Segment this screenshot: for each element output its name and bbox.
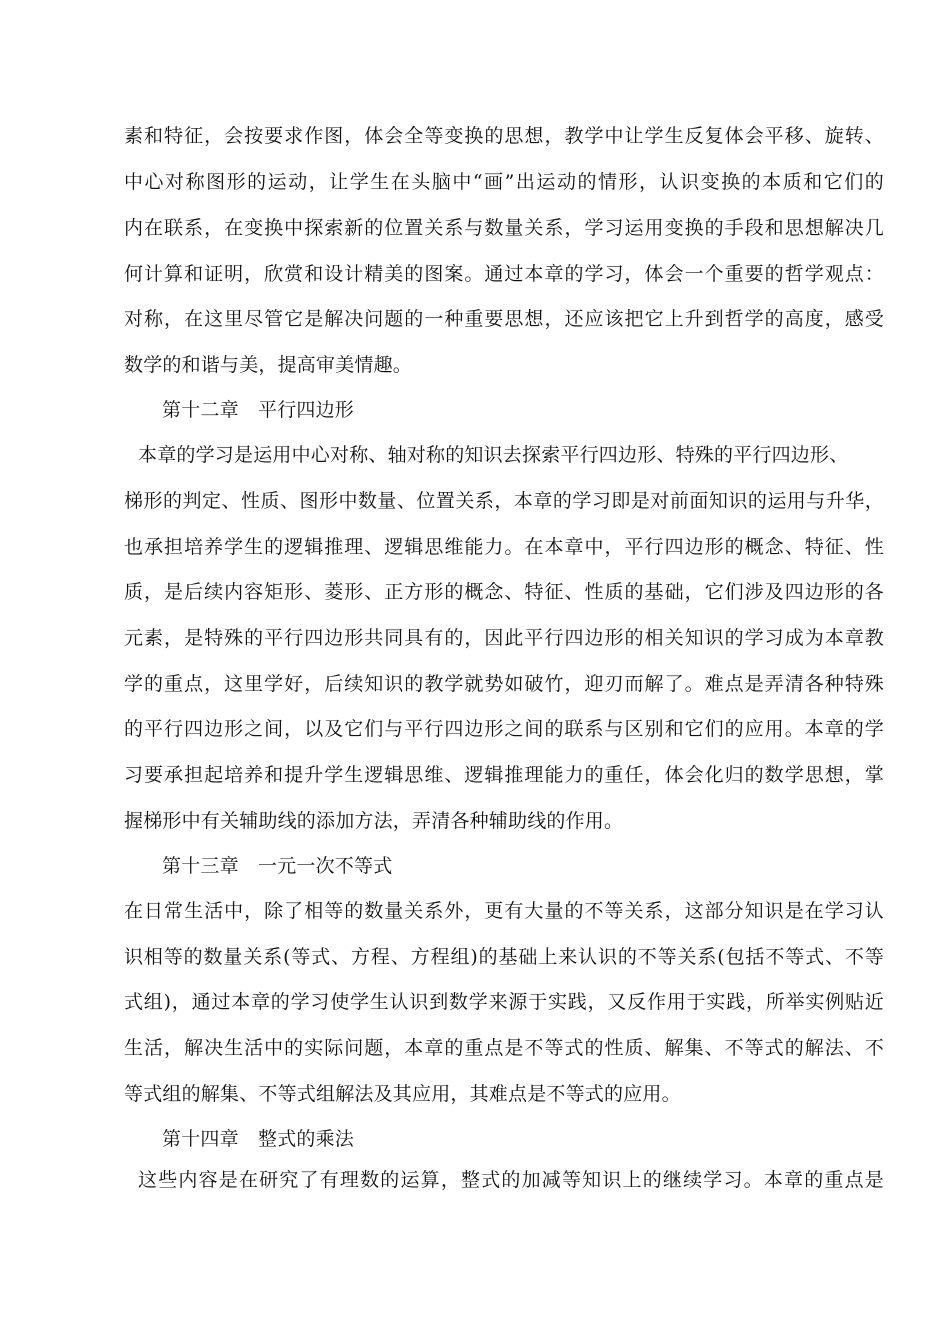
paragraph-line: 本章的学习是运用中心对称、轴对称的知识去探索平行四边形、特殊的平行四边形、	[138, 444, 849, 466]
paragraph-line: 生活，解决生活中的实际问题，本章的重点是不等式的性质、解集、不等式的解法、不	[124, 1037, 884, 1059]
paragraph-line: 对称，在这里尽管它是解决问题的一种重要思想，还应该把它上升到哲学的高度，感受	[124, 308, 884, 330]
paragraph-line: 习要承担起培养和提升学生逻辑思维、逻辑推理能力的重任，体会化归的数学思想，掌	[124, 764, 884, 786]
paragraph-line: 元素，是特殊的平行四边形共同具有的，因此平行四边形的相关知识的学习成为本章教	[124, 627, 884, 649]
paragraph-line: 学的重点，这里学好，后续知识的教学就势如破竹，迎刃而解了。难点是弄清各种特殊	[124, 673, 884, 695]
paragraph-line: 这些内容是在研究了有理数的运算，整式的加减等知识上的继续学习。本章的重点是	[138, 1169, 884, 1191]
chapter-heading: 第十四章 整式的乘法	[162, 1128, 355, 1150]
paragraph-line: 等式组的解集、不等式组解法及其应用，其难点是不等式的应用。	[124, 1083, 681, 1105]
paragraph-line: 也承担培养学生的逻辑推理、逻辑思维能力。在本章中，平行四边形的概念、特征、性	[124, 536, 884, 558]
paragraph-line: 在日常生活中，除了相等的数量关系外，更有大量的不等关系，这部分知识是在学习认	[124, 900, 884, 922]
paragraph-line: 中心对称图形的运动，让学生在头脑中“画”出运动的情形，认识变换的本质和它们的	[124, 171, 884, 193]
paragraph-line: 数学的和谐与美，提高审美情趣。	[124, 354, 413, 376]
paragraph-line: 素和特征，会按要求作图，体会全等变换的思想，教学中让学生反复体会平移、旋转、	[124, 125, 884, 147]
paragraph-line: 式组)，通过本章的学习使学生认识到数学来源于实践，又反作用于实践，所举实例贴近	[124, 991, 884, 1013]
paragraph-line: 握梯形中有关辅助线的添加方法，弄清各种辅助线的作用。	[124, 810, 624, 832]
chapter-heading: 第十三章 一元一次不等式	[162, 855, 393, 877]
paragraph-line: 的平行四边形之间，以及它们与平行四边形之间的联系与区别和它们的应用。本章的学	[124, 718, 884, 740]
paragraph-line: 何计算和证明，欣赏和设计精美的图案。通过本章的学习，体会一个重要的哲学观点：	[124, 263, 884, 285]
paragraph-line: 质，是后续内容矩形、菱形、正方形的概念、特征、性质的基础，它们涉及四边形的各	[124, 581, 884, 603]
chapter-heading: 第十二章 平行四边形	[162, 399, 355, 421]
paragraph-line: 识相等的数量关系(等式、方程、方程组)的基础上来认识的不等关系(包括不等式、不等	[124, 946, 884, 968]
paragraph-line: 内在联系，在变换中探索新的位置关系与数量关系，学习运用变换的手段和思想解决几	[124, 217, 884, 239]
paragraph-line: 梯形的判定、性质、图形中数量、位置关系，本章的学习即是对前面知识的运用与升华，	[124, 490, 884, 512]
